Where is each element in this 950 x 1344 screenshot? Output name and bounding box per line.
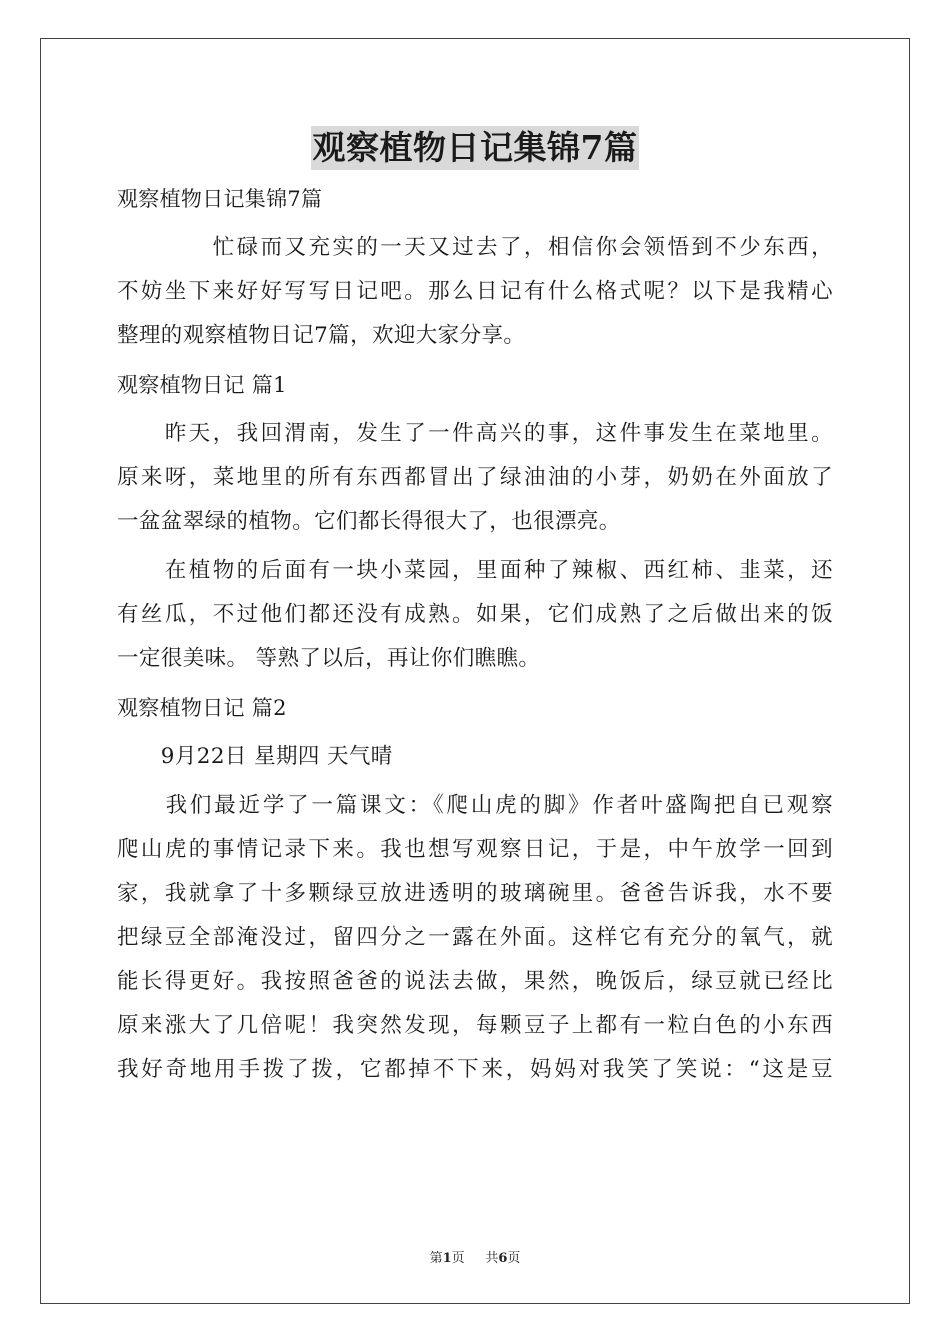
paragraph-line: 一定很美味。 等熟了以后，再让你们瞧瞧。: [117, 646, 541, 671]
paragraph-line: 能长得更好。我按照爸爸的说法去做，果然，晚饭后，绿豆就已经比: [117, 969, 833, 994]
page-total: 6: [498, 1251, 508, 1266]
paragraph-line: 一盆盆翠绿的植物。它们都长得很大了，也很漂亮。: [117, 509, 621, 534]
paragraph-line: 昨天，我回渭南，发生了一件高兴的事，这件事发生在菜地里。: [117, 421, 833, 446]
subtitle: 观察植物日记集锦7篇: [117, 187, 323, 211]
paragraph-line: 我们最近学了一篇课文：《爬山虎的脚》作者叶盛陶把自已观察: [117, 793, 833, 818]
document-body: [117, 180, 833, 1089]
paragraph-line: 原来呀，菜地里的所有东西都冒出了绿油油的小芽，奶奶在外面放了: [117, 465, 833, 490]
page-footer: [0, 1247, 950, 1266]
page-current: 1: [442, 1251, 452, 1266]
intro-line: 不妨坐下来好好写写日记吧。那么日记有什么格式呢？以下是我精心: [117, 279, 833, 304]
intro-line: 整理的观察植物日记7篇，欢迎大家分享。: [117, 323, 526, 348]
title-wrap: [0, 126, 950, 170]
paragraph-line: 在植物的后面有一块小菜园，里面种了辣椒、西红柿、韭菜，还: [117, 558, 833, 583]
total-prefix: 共: [485, 1251, 499, 1266]
paragraph-line: 把绿豆全部淹没过，留四分之一露在外面。这样它有充分的氧气，就: [117, 925, 833, 950]
intro-paragraph: [117, 229, 833, 355]
section2-paragraph-1: [117, 787, 833, 1089]
section-heading-2: 观察植物日记 篇2: [117, 696, 287, 720]
section1-paragraph-1: [117, 415, 833, 541]
paragraph-line: 有丝瓜，不过他们都还没有成熟。如果，它们成熟了之后做出来的饭: [117, 602, 833, 627]
document-title: 观察植物日记集锦7篇: [311, 126, 640, 170]
intro-line: 忙碌而又充实的一天又过去了，相信你会领悟到不少东西，: [117, 235, 833, 260]
date-line: 9月22日 星期四 天气晴: [117, 744, 393, 769]
paragraph-line: 原来涨大了几倍呢！我突然发现，每颗豆子上都有一粒白色的小东西: [117, 1013, 833, 1038]
section-heading-1: 观察植物日记 篇1: [117, 373, 287, 397]
page-prefix: 第: [429, 1251, 443, 1266]
total-suffix: 页: [507, 1251, 521, 1266]
page-suffix: 页: [451, 1251, 465, 1266]
paragraph-line: 我好奇地用手拨了拨，它都掉不下来，妈妈对我笑了笑说：“这是豆: [117, 1057, 833, 1082]
section1-paragraph-2: [117, 552, 833, 678]
paragraph-line: 家，我就拿了十多颗绿豆放进透明的玻璃碗里。爸爸告诉我，水不要: [117, 881, 833, 906]
paragraph-line: 爬山虎的事情记录下来。我也想写观察日记，于是，中午放学一回到: [117, 837, 833, 862]
